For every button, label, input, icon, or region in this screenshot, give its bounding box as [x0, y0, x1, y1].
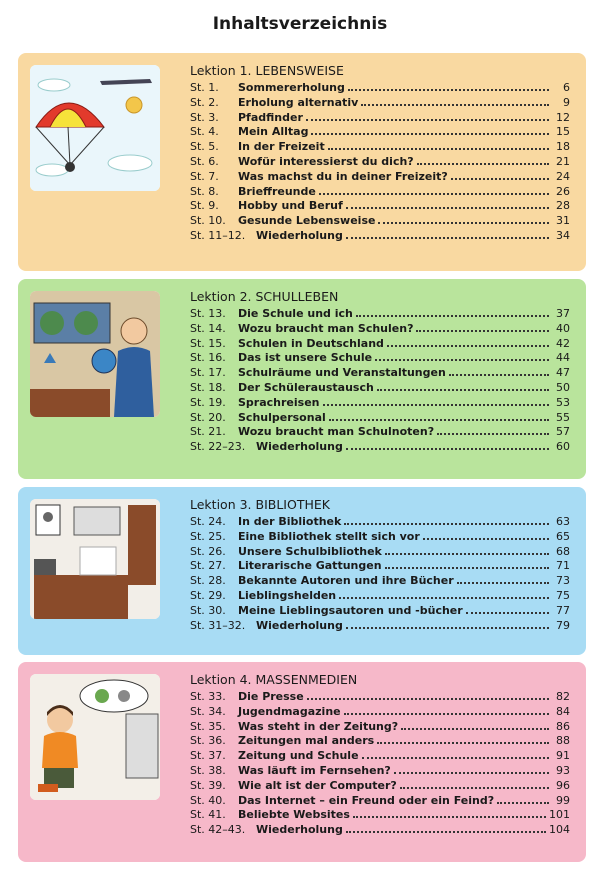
entry-page-number: 77 — [556, 603, 570, 617]
entry-title: Wiederholung — [256, 228, 343, 242]
dot-leader — [346, 439, 549, 450]
toc-entry — [190, 350, 570, 365]
entry-page-number: 21 — [556, 154, 570, 168]
entry-number: St. 6. — [190, 154, 219, 168]
dot-leader — [306, 110, 549, 121]
entry-page-number: 15 — [556, 125, 570, 139]
dot-leader — [348, 80, 549, 91]
entry-number: St. 27. — [190, 559, 226, 573]
dot-leader — [323, 395, 550, 406]
dot-leader — [346, 822, 546, 833]
entry-number: St. 34. — [190, 704, 226, 718]
dot-leader — [377, 733, 549, 744]
dot-leader — [394, 763, 549, 774]
page-title: Inhaltsverzeichnis — [212, 14, 388, 34]
toc-entry — [190, 228, 570, 243]
entry-page-number: 63 — [556, 515, 570, 528]
entry-title: Schulpersonal — [238, 410, 326, 424]
toc-entry — [190, 306, 570, 321]
entry-title: Lieblingshelden — [238, 588, 337, 602]
entry-title: Was steht in der Zeitung? — [238, 719, 399, 733]
toc-entry — [190, 603, 570, 618]
entry-title: Der Schüleraustausch — [238, 380, 374, 394]
entry-title: Wozu braucht man Schulen? — [238, 321, 414, 335]
toc-entry — [190, 573, 570, 588]
dot-leader — [385, 544, 549, 555]
entry-number: St. 19. — [190, 395, 226, 409]
entry-page-number: 37 — [556, 307, 570, 320]
entry-title: Wiederholung — [256, 618, 343, 632]
entry-number: St. 13. — [190, 307, 226, 320]
toc-entry — [190, 424, 570, 439]
entry-number: St. 11–12. — [190, 228, 246, 242]
toc-entry — [190, 544, 570, 559]
entry-title: Jugendmagazine — [238, 704, 341, 718]
entry-page-number: 73 — [556, 574, 570, 588]
entry-number: St. 18. — [190, 380, 226, 394]
lesson-3-section — [18, 487, 586, 655]
toc-entry — [190, 763, 570, 778]
toc-entry — [190, 80, 570, 95]
toc-entry — [190, 380, 570, 395]
dot-leader — [339, 588, 549, 599]
entry-title: Das ist unsere Schule — [238, 351, 373, 365]
entry-page-number: 104 — [549, 823, 570, 837]
dot-leader — [377, 380, 549, 391]
entry-page-number: 60 — [556, 440, 570, 454]
teacher-globe-illustration — [30, 291, 160, 417]
entry-page-number: 96 — [556, 778, 570, 792]
dot-leader — [328, 139, 549, 150]
entry-number: St. 41. — [190, 808, 226, 822]
toc-entry — [190, 139, 570, 154]
entry-number: St. 38. — [190, 763, 226, 777]
entry-title: Bekannte Autoren und ihre Bücher — [238, 574, 454, 588]
toc-entry — [190, 719, 570, 734]
entry-title: Gesunde Lebensweise — [238, 214, 376, 228]
entry-title: In der Bibliothek — [238, 515, 342, 528]
toc-entry — [190, 95, 570, 110]
entry-page-number: 93 — [556, 763, 570, 777]
entry-page-number: 88 — [556, 734, 570, 748]
dot-leader — [319, 184, 549, 195]
entry-page-number: 34 — [556, 228, 570, 242]
library-illustration — [30, 499, 160, 619]
toc-entry — [190, 588, 570, 603]
entry-number: St. 30. — [190, 603, 226, 617]
entry-title: Zeitung und Schule — [238, 749, 359, 763]
toc-entry — [190, 365, 570, 380]
entry-number: St. 35. — [190, 719, 226, 733]
dot-leader — [344, 514, 549, 525]
entry-title: In der Freizeit — [238, 140, 325, 154]
entry-title: Eine Bibliothek stellt sich vor — [238, 529, 420, 543]
entry-number: St. 3. — [190, 110, 219, 124]
dot-leader — [497, 793, 549, 804]
dot-leader — [451, 169, 549, 180]
entry-page-number: 26 — [556, 184, 570, 198]
entry-number: St. 25. — [190, 529, 226, 543]
dot-leader — [401, 719, 549, 730]
entry-page-number: 57 — [556, 425, 570, 439]
entry-page-number: 28 — [556, 199, 570, 213]
entry-page-number: 68 — [556, 544, 570, 558]
entry-page-number: 65 — [556, 529, 570, 543]
entry-number: St. 21. — [190, 425, 226, 439]
toc-entry — [190, 395, 570, 410]
entry-list — [190, 514, 570, 632]
entry-number: St. 16. — [190, 351, 226, 365]
entry-title: Das Internet – ein Freund oder ein Feind? — [238, 793, 495, 807]
dot-leader — [375, 350, 549, 361]
entry-number: St. 29. — [190, 588, 226, 602]
entry-page-number: 82 — [556, 690, 570, 703]
entry-title: Die Presse — [238, 690, 304, 703]
lesson-2-illustration — [30, 291, 160, 417]
dot-leader — [416, 321, 549, 332]
entry-page-number: 9 — [563, 95, 570, 109]
toc-entry — [190, 778, 570, 793]
entry-list — [190, 306, 570, 454]
entry-page-number: 101 — [549, 808, 570, 822]
toc-entry — [190, 110, 570, 125]
entry-number: St. 20. — [190, 410, 226, 424]
entry-number: St. 7. — [190, 169, 219, 183]
entry-title: Zeitungen mal anders — [238, 734, 375, 748]
toc-entry — [190, 529, 570, 544]
entry-number: St. 8. — [190, 184, 219, 198]
lesson-1-section — [18, 53, 586, 271]
entry-title: Erholung alternativ — [238, 95, 359, 109]
entry-page-number: 55 — [556, 410, 570, 424]
toc-entry — [190, 184, 570, 199]
dot-leader — [362, 748, 549, 759]
toc-entry — [190, 336, 570, 351]
entry-page-number: 40 — [556, 321, 570, 335]
toc-entry — [190, 822, 570, 837]
dot-leader — [356, 306, 549, 317]
entry-number: St. 17. — [190, 366, 226, 380]
entry-page-number: 42 — [556, 336, 570, 350]
parachute-illustration — [30, 65, 160, 191]
entry-number: St. 28. — [190, 574, 226, 588]
entry-number: St. 1. — [190, 81, 219, 94]
dot-leader — [329, 410, 549, 421]
entry-title: Wie alt ist der Computer? — [238, 778, 397, 792]
entry-number: St. 2. — [190, 95, 219, 109]
entry-page-number: 12 — [556, 110, 570, 124]
dot-leader — [417, 154, 549, 165]
toc-entry — [190, 793, 570, 808]
entry-page-number: 6 — [563, 81, 570, 94]
entry-page-number: 47 — [556, 366, 570, 380]
entry-number: St. 37. — [190, 749, 226, 763]
toc-entry — [190, 514, 570, 529]
entry-title: Pfadfinder — [238, 110, 303, 124]
toc-entry — [190, 321, 570, 336]
toc-entry — [190, 689, 570, 704]
dot-leader — [385, 558, 549, 569]
entry-title: Schulen in Deutschland — [238, 336, 384, 350]
entry-page-number: 79 — [556, 618, 570, 632]
entry-number: St. 10. — [190, 214, 226, 228]
lesson-title: Lektion 1. LEBENSWEISE — [190, 63, 344, 78]
dot-leader — [387, 336, 549, 347]
dot-leader — [353, 807, 546, 818]
dot-leader — [346, 198, 549, 209]
entry-number: St. 39. — [190, 778, 226, 792]
toc-entry — [190, 733, 570, 748]
lesson-title: Lektion 4. MASSENMEDIEN — [190, 672, 358, 687]
entry-page-number: 91 — [556, 749, 570, 763]
entry-title: Brieffreunde — [238, 184, 316, 198]
toc-entry — [190, 807, 570, 822]
entry-title: Wofür interessierst du dich? — [238, 154, 414, 168]
dot-leader — [346, 228, 549, 239]
entry-number: St. 9. — [190, 199, 219, 213]
dot-leader — [457, 573, 549, 584]
entry-title: Mein Alltag — [238, 125, 309, 139]
lesson-title: Lektion 2. SCHULLEBEN — [190, 289, 339, 304]
entry-title: Wozu braucht man Schulnoten? — [238, 425, 435, 439]
toc-entry — [190, 748, 570, 763]
dot-leader — [437, 424, 549, 435]
entry-title: Beliebte Websites — [238, 808, 350, 822]
dot-leader — [449, 365, 549, 376]
entry-list — [190, 689, 570, 837]
entry-number: St. 5. — [190, 140, 219, 154]
entry-title: Wiederholung — [256, 440, 343, 454]
entry-number: St. 26. — [190, 544, 226, 558]
toc-entry — [190, 198, 570, 213]
entry-number: St. 31–32. — [190, 618, 246, 632]
toc-entry — [190, 154, 570, 169]
entry-page-number: 24 — [556, 169, 570, 183]
boy-tv-illustration — [30, 674, 160, 800]
dot-leader — [400, 778, 549, 789]
entry-title: Wiederholung — [256, 823, 343, 837]
entry-number: St. 24. — [190, 515, 226, 528]
lesson-title: Lektion 3. BIBLIOTHEK — [190, 497, 330, 512]
entry-title: Die Schule und ich — [238, 307, 353, 320]
dot-leader — [344, 704, 549, 715]
entry-title: Sommererholung — [238, 81, 345, 94]
entry-list — [190, 80, 570, 243]
entry-number: St. 33. — [190, 690, 226, 703]
dot-leader — [311, 124, 549, 135]
entry-title: Unsere Schulbibliothek — [238, 544, 382, 558]
entry-number: St. 22–23. — [190, 440, 246, 454]
lesson-1-illustration — [30, 65, 160, 191]
entry-title: Literarische Gattungen — [238, 559, 382, 573]
entry-page-number: 71 — [556, 559, 570, 573]
entry-number: St. 42–43. — [190, 823, 246, 837]
entry-page-number: 84 — [556, 704, 570, 718]
toc-entry — [190, 124, 570, 139]
toc-entry — [190, 704, 570, 719]
entry-page-number: 75 — [556, 588, 570, 602]
entry-title: Hobby und Beruf — [238, 199, 343, 213]
entry-number: St. 14. — [190, 321, 226, 335]
toc-entry — [190, 558, 570, 573]
toc-entry — [190, 410, 570, 425]
entry-page-number: 86 — [556, 719, 570, 733]
entry-number: St. 36. — [190, 734, 226, 748]
toc-entry — [190, 618, 570, 633]
entry-title: Sprachreisen — [238, 395, 320, 409]
entry-title: Was machst du in deiner Freizeit? — [238, 169, 448, 183]
toc-entry — [190, 169, 570, 184]
lesson-4-section — [18, 662, 586, 862]
entry-page-number: 44 — [556, 351, 570, 365]
entry-page-number: 99 — [556, 793, 570, 807]
lesson-2-section — [18, 279, 586, 479]
dot-leader — [361, 95, 549, 106]
dot-leader — [346, 618, 549, 629]
entry-number: St. 4. — [190, 125, 219, 139]
dot-leader — [466, 603, 549, 614]
entry-page-number: 50 — [556, 380, 570, 394]
entry-title: Was läuft im Fernsehen? — [238, 763, 391, 777]
entry-number: St. 40. — [190, 793, 226, 807]
entry-page-number: 18 — [556, 140, 570, 154]
lesson-3-illustration — [30, 499, 160, 619]
entry-number: St. 15. — [190, 336, 226, 350]
toc-entry — [190, 213, 570, 228]
entry-page-number: 53 — [556, 395, 570, 409]
entry-page-number: 31 — [556, 214, 570, 228]
entry-title: Meine Lieblingsautoren und -bücher — [238, 603, 463, 617]
dot-leader — [423, 529, 549, 540]
lesson-4-illustration — [30, 674, 160, 800]
entry-title: Schulräume und Veranstaltungen — [238, 366, 446, 380]
toc-entry — [190, 439, 570, 454]
dot-leader — [307, 689, 549, 700]
dot-leader — [378, 213, 549, 224]
